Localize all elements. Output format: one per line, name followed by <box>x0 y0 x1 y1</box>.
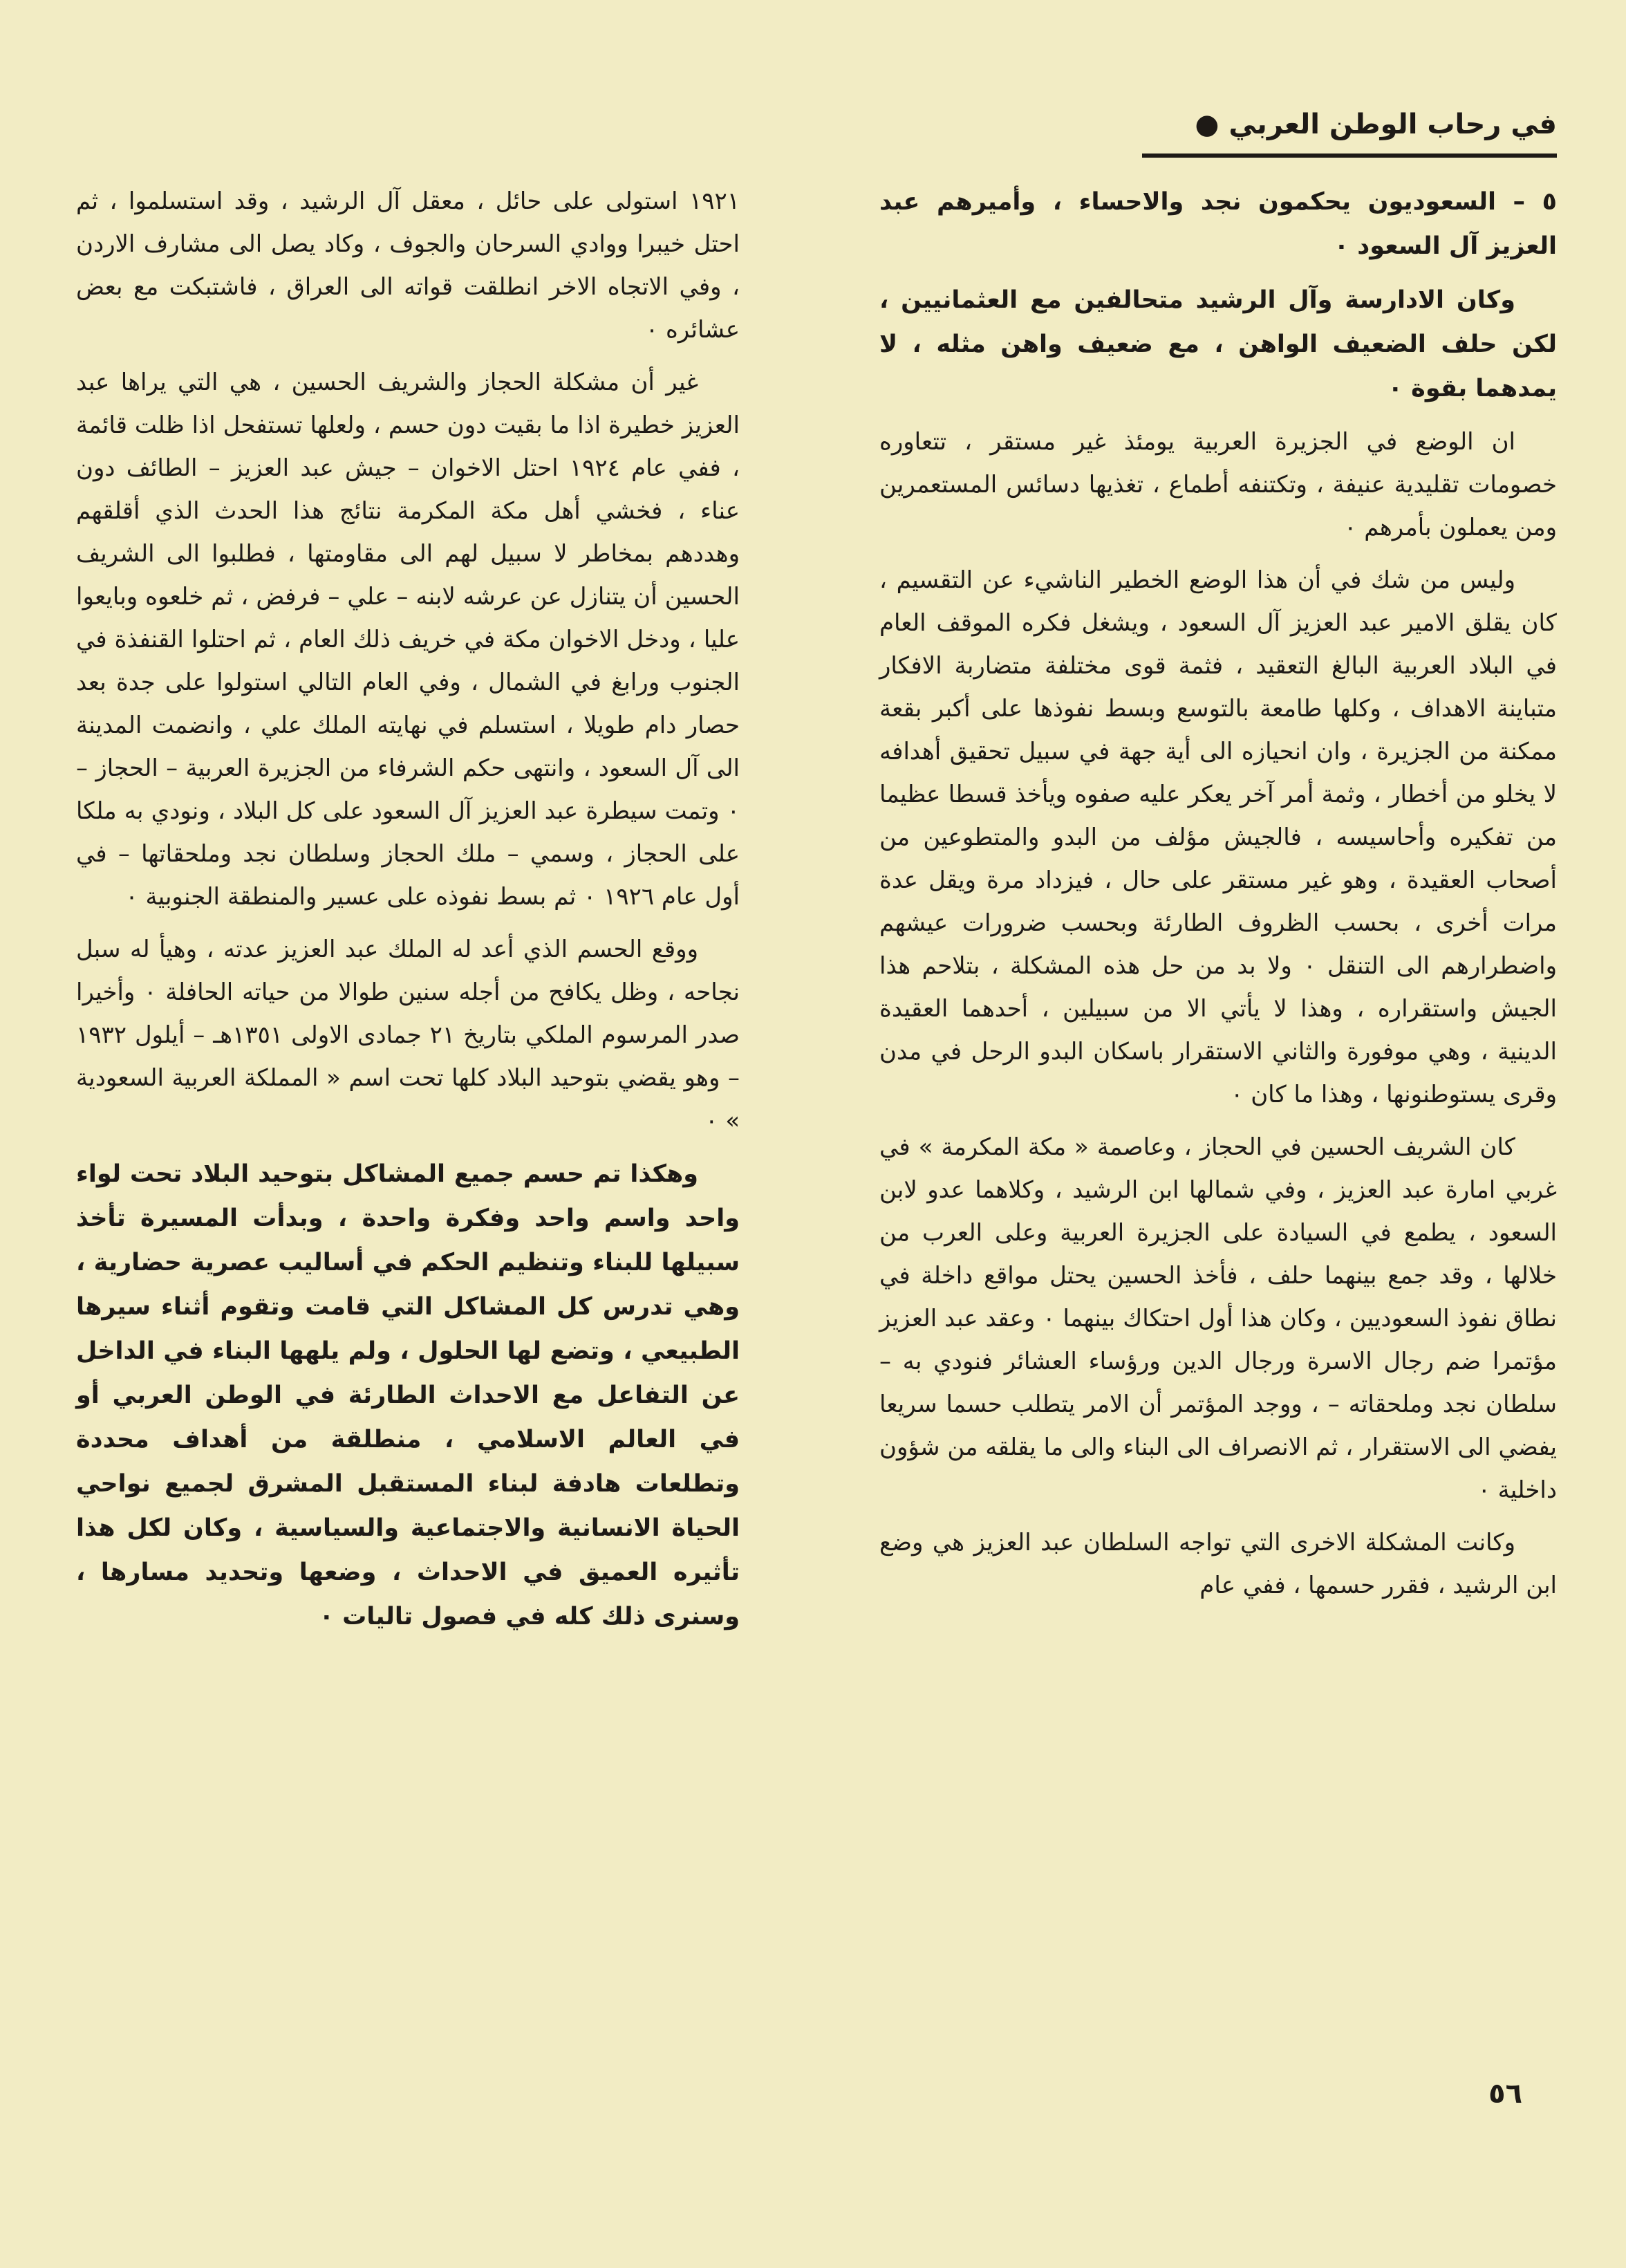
paragraph: ١٩٢١ استولى على حائل ، معقل آل الرشيد ، وقد استسلموا ، ثم احتل خيبرا ووادي السرحان والجوف ، وكاد يصل الى مشارف الاردن ، وفي الاتجاه الاخر انطلقت قواته الى العراق ، فاشتبكت مع بعض عشائره ٠ <box>76 187 740 344</box>
paragraph: ووقع الحسم الذي أعد له الملك عبد العزيز عدته ، وهيأ له سبل نجاحه ، وظل يكافح من أجله سنين طوالا من حياته الحافلة ٠ وأخيرا صدر المرسوم الملكي بتاريخ ٢١ جمادى الاولى ١٣٥١هـ – أيلول ١٩٣٢ – وهو يقضي بتوحيد البلاد كلها تحت اسم « المملكة العربية السعودية » ٠ <box>76 936 740 1135</box>
page-number: ٥٦ <box>1488 2078 1522 2110</box>
header-divider <box>1142 154 1557 158</box>
section-heading-5: ٥ – السعوديون يحكمون نجد والاحساء ، وأميرهم عبد العزيز آل السعود ٠ <box>879 188 1557 260</box>
concluding-paragraph: وهكذا تم حسم جميع المشاكل بتوحيد البلاد تحت لواء واحد واسم واحد وفكرة واحدة ، وبدأت المسيرة تأخذ سبيلها للبناء وتنظيم الحكم في أساليب عصرية حضارية ، وهي تدرس كل المشاكل التي قامت وتقوم أثناء سيرها الطبيعي ، وتضع لها الحلول ، ولم يلهها البناء في الداخل عن التفاعل مع الاحداث الطارئة في الوطن العربي أو في العالم الاسلامي ، منطلقة من أهداف محددة وتطلعات هادفة لبناء المستقبل المشرق لجميع نواحي الحياة الانسانية والاجتماعية والسياسية ، وكان لكل هذا تأثيره العميق في الاحداث ، وضعها وتحديد مسارها ، وسنرى ذلك كله في فصول تاليات ٠ <box>76 1160 740 1630</box>
paragraph: ان الوضع في الجزيرة العربية يومئذ غير مستقر ، تتعاوره خصومات تقليدية عنيفة ، وتكتنفه أطماع ، تغذيها دسائس المستعمرين ومن يعملون بأمرهم ٠ <box>879 428 1557 541</box>
paragraph: وليس من شك في أن هذا الوضع الخطير الناشيء عن التقسيم ، كان يقلق الامير عبد العزيز آل السعود ، ويشغل فكره الموقف العام في البلاد العربية البالغ التعقيد ، فثمة قوى مختلفة متضاربة الافكار متباينة الاهداف ، وكلها طامعة بالتوسع وبسط نفوذها على أكبر بقعة ممكنة من الجزيرة ، وان انحيازه الى أية جهة في سبيل تحقيق أهدافه لا يخلو من أخطار ، وثمة أمر آخر يعكر عليه صفوه ويأخذ قسطا عظيما من تفكيره وأحاسيسه ، فالجيش مؤلف من البدو والمتطوعين من أصحاب العقيدة ، وهو غير مستقر على حال ، فيزداد مرة ويقل عدة مرات أخرى ، بحسب الظروف الطارئة وبحسب ضرورات عيشهم واضطرارهم الى التنقل ٠ ولا بد من حل هذه المشكلة ، بتلاحم هذا الجيش واستقراره ، وهذا لا يأتي الا من سبيلين ، أحدهما العقيدة الدينية ، وهي موفورة والثاني الاستقرار باسكان البدو الرحل في مدن وقرى يستوطنونها ، وهذا ما كان ٠ <box>879 566 1557 1108</box>
paragraph: كان الشريف الحسين في الحجاز ، وعاصمة « مكة المكرمة » في غربي امارة عبد العزيز ، وفي شمالها ابن الرشيد ، وكلاهما عدو لابن السعود ، يطمع في السيادة على الجزيرة العربية وعلى العرب من خلالها ، وقد جمع بينهما حلف ، فأخذ الحسين يحتل مواقع داخلة في نطاق نفوذ السعوديين ، وكان هذا أول احتكاك بينهما ٠ وعقد عبد العزيز مؤتمرا ضم رجال الاسرة ورجال الدين ورؤساء العشائر فنودي به – سلطان نجد وملحقاته – ، ووجد المؤتمر أن الامر يتطلب حسما سريعا يفضي الى الاستقرار ، ثم الانصراف الى البناء والى ما يقلقه من شؤون داخلية ٠ <box>879 1133 1557 1504</box>
paragraph: وكان الادارسة وآل الرشيد متحالفين مع العثمانيين ، لكن حلف الضعيف الواهن ، مع ضعيف واهن مثله ، لا يمدهما بقوة ٠ <box>879 286 1557 402</box>
paragraph: غير أن مشكلة الحجاز والشريف الحسين ، هي التي يراها عبد العزيز خطيرة اذا ما بقيت دون حسم ، ولعلها تستفحل اذا ظلت قائمة ، ففي عام ١٩٢٤ احتل الاخوان – جيش عبد العزيز – الطائف دون عناء ، فخشي أهل مكة المكرمة نتائج هذا الحدث الذي أقلقهم وهددهم بمخاطر لا سبيل لهم الى مقاومتها ، فطلبوا الى الشريف الحسين أن يتنازل عن عرشه لابنه – علي – فرفض ، ثم خلعوه وبايعوا عليا ، ودخل الاخوان مكة في خريف ذلك العام ، ثم احتلوا القنفذة في الجنوب ورابغ في الشمال ، وفي العام التالي استولوا على جدة بعد حصار دام طويلا ، استسلم في نهايته الملك علي ، وانضمت المدينة الى آل السعود ، وانتهى حكم الشرفاء من الجزيرة العربية – الحجاز – ٠ وتمت سيطرة عبد العزيز آل السعود على كل البلاد ، ونودي به ملكا على الحجاز ، وسمي – ملك الحجاز وسلطان نجد وملحقاتها – في أول عام ١٩٢٦ ٠ ثم بسط نفوذه على عسير والمنطقة الجنوبية ٠ <box>76 369 740 911</box>
section-title: في رحاب الوطن العربي ● <box>1195 109 1557 140</box>
section-header <box>1170 104 1557 145</box>
paragraph: وكانت المشكلة الاخرى التي تواجه السلطان عبد العزيز هي وضع ابن الرشيد ، فقرر حسمها ، ففي عام <box>879 1529 1557 1599</box>
left-column <box>76 180 740 1648</box>
right-column <box>879 180 1557 1617</box>
